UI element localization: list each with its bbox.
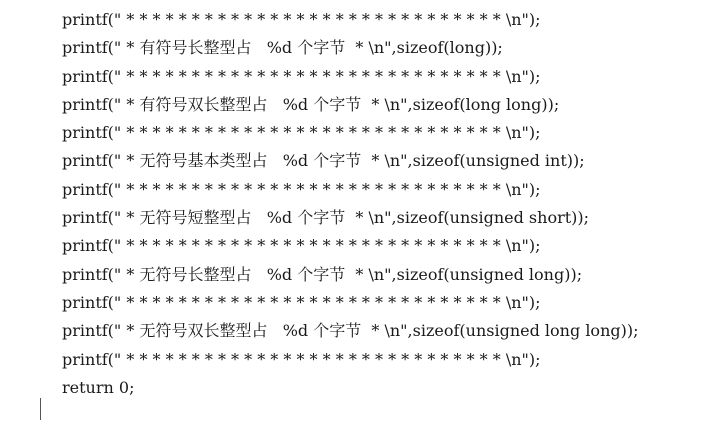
code-line: printf(" * 无符号长整型占 %d 个字节 * \n",sizeof(unsigned long)); [62,264,583,284]
code-line: printf(" * * * * * * * * * * * * * * * * * * * * * * * * * * * * * \n"); [62,123,541,143]
code-line: printf(" * 有符号长整型占 %d 个字节 * \n",sizeof(long)); [62,38,503,58]
code-line: printf(" * * * * * * * * * * * * * * * * * * * * * * * * * * * * * \n"); [62,349,541,369]
code-line: printf(" * * * * * * * * * * * * * * * * * * * * * * * * * * * * * \n"); [62,10,541,29]
code-line: printf(" * 无符号双长整型占 %d 个字节 * \n",sizeof(unsigned long long)); [62,321,639,341]
code-line: printf(" * * * * * * * * * * * * * * * * * * * * * * * * * * * * * \n"); [62,66,541,86]
closing-brace [40,398,41,420]
code-line: printf(" * * * * * * * * * * * * * * * * * * * * * * * * * * * * * \n"); [62,179,541,199]
code-line: printf(" * * * * * * * * * * * * * * * * * * * * * * * * * * * * * \n"); [62,236,541,256]
return-statement: return 0; [62,377,135,397]
code-line: printf(" * * * * * * * * * * * * * * * * * * * * * * * * * * * * * \n"); [62,292,541,312]
code-line: printf(" * 无符号基本类型占 %d 个字节 * \n",sizeof(unsigned int)); [62,151,585,171]
code-line: printf(" * 有符号双长整型占 %d 个字节 * \n",sizeof(long long)); [62,94,560,114]
code-block [62,6,722,402]
code-line: printf(" * 无符号短整型占 %d 个字节 * \n",sizeof(unsigned short)); [62,208,590,228]
